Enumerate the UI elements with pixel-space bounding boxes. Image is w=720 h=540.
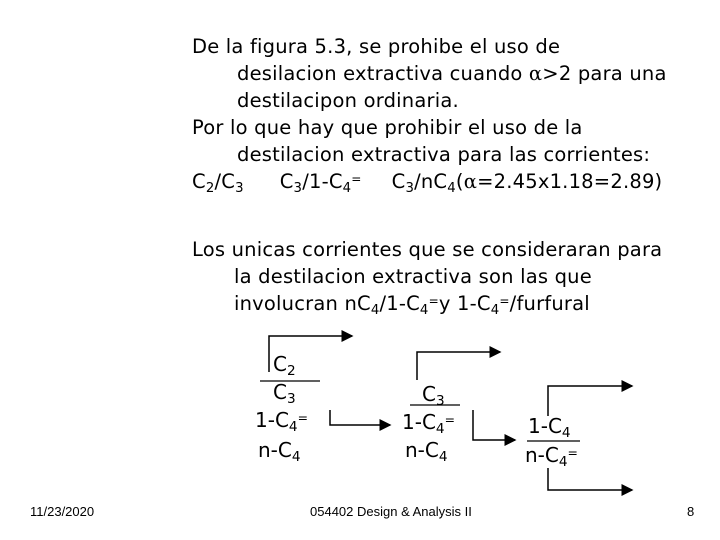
alpha-symbol: α: [528, 62, 543, 85]
component-label: $n-C_4^=$: [525, 443, 578, 470]
text-line: la destilacion extractiva son las que: [234, 265, 592, 288]
formula-line: $C_2/C_3$ $C_3/1-C_4^=$ $C_3/nC_4(\alpha=2.45x1.18=2.89)$: [192, 170, 663, 196]
text-line: desilacion extractiva cuando α>2 para una: [237, 62, 667, 85]
component-label: $1-C_4^=$: [255, 408, 308, 435]
feed-connector: [330, 410, 390, 425]
text-line: involucran $nC_4/1-C_4^=y$ $1-C_4^=$/furfural: [234, 292, 590, 318]
alpha-symbol: α: [463, 170, 478, 193]
component-label: $n-C_4$: [258, 438, 301, 465]
text-line: destilacipon ordinaria.: [237, 89, 459, 112]
component-label: $n-C_4$: [405, 438, 448, 465]
component-label: $C_2$: [273, 352, 296, 379]
text-line: De la figura 5.3, se prohibe el uso de: [192, 35, 561, 58]
component-label: $C_3$: [273, 380, 296, 407]
footer-page-number: 8: [687, 504, 695, 519]
component-label: $1-C_4$: [528, 414, 571, 441]
component-label: $C_3$: [422, 382, 445, 409]
footer-date: 11/23/2020: [30, 504, 95, 519]
bottoms-arrow: [548, 468, 632, 490]
distillate-arrow: [548, 386, 632, 416]
text-line: destilacion extractiva para las corrientes:: [237, 143, 651, 166]
feed-connector: [473, 410, 515, 440]
text-line: Los unicas corrientes que se consideraran para: [192, 238, 663, 261]
distillate-arrow: [417, 352, 500, 380]
footer-course: 054402 Design & Analysis II: [310, 504, 472, 519]
text-line: Por lo que hay que prohibir el uso de la: [192, 116, 583, 139]
component-label: $1-C_4^=$: [402, 410, 455, 437]
